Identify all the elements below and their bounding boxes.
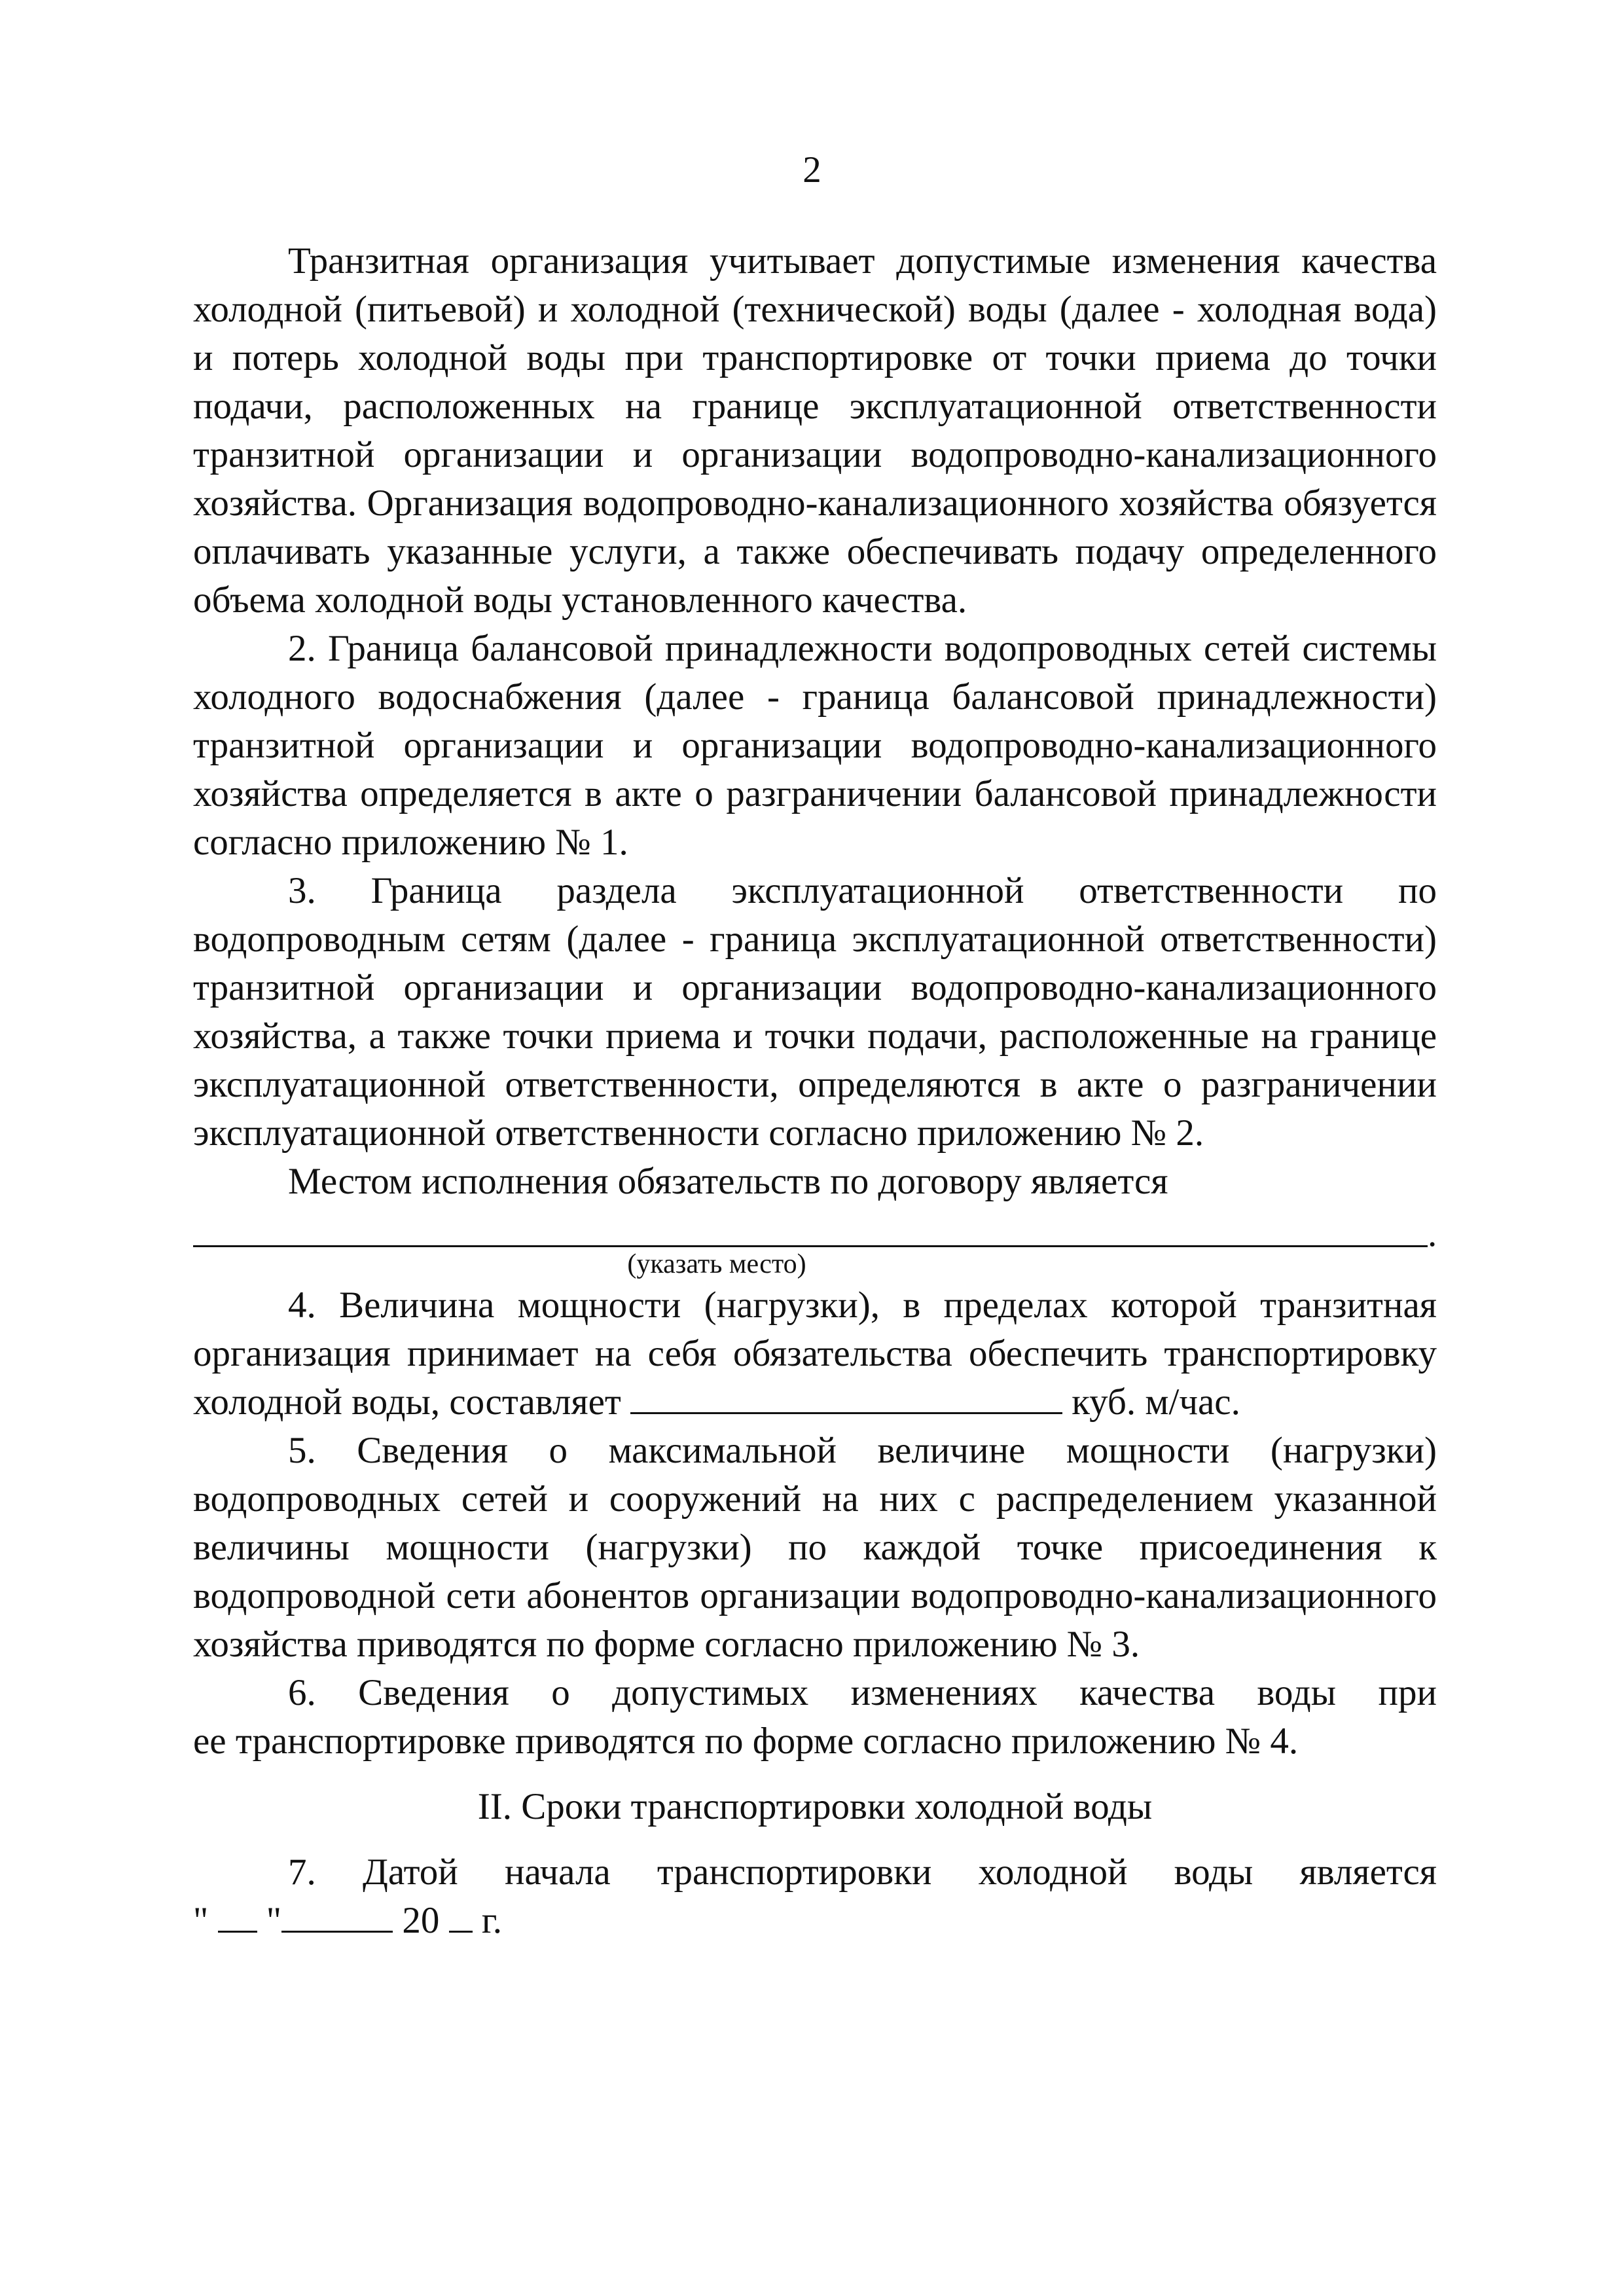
paragraph-3-operational-boundary: 3. Граница раздела эксплуатационной ответственности по водопроводным сетям (далее - граница эксплуатационной ответственности) транзитной организации и организации водопроводно-канализационного хозяйства, а также точки приема и точки подачи, расположенные на границе эксплуатационной ответственности, определяются в акте о разграничении эксплуатационной ответственности согласно приложению № 2. [193,870,1437,1154]
date-close-quote: " [266,1900,282,1941]
paragraph-6-line-1: 6. Сведения о допустимых изменениях качества воды при [288,1672,1437,1713]
paragraph-4-unit: куб. м/час. [1072,1381,1240,1423]
paragraph-transit-organization: Транзитная организация учитывает допустимые изменения качества холодной (питьевой) и холодной (технической) воды (далее - холодная вода) и потерь холодной воды при транспортировке от точки приема до точки подачи, расположенных на границе эксплуатационной ответственности транзитной организации и организации водопроводно-канализационного хозяйства. Организация водопроводно-канализационного хозяйства обязуется оплачивать указанные услуги, а также обеспечивать подачу определенного объема холодной воды установленного качества. [193,240,1437,621]
place-caption: (указать место) [627,1249,806,1279]
paragraph-7-line-1: 7. Датой начала транспортировки холодной воды является [288,1851,1437,1893]
capacity-fill-field[interactable] [630,1378,1062,1414]
paragraph-5-max-capacity: 5. Сведения о максимальной величине мощности (нагрузки) водопроводных сетей и сооружений на них с распределением указанной величины мощности (нагрузки) по каждой точке присоединения к водопроводной сети абонентов организации водопроводно-канализационного хозяйства приводятся по форме согласно приложению № 3. [193,1430,1437,1665]
paragraph-4-text: 4. Величина мощности (нагрузки), в пределах которой транзитная организация принимает на себя обязательства обеспечить транспортировку холодной воды, составляет [193,1285,1437,1423]
date-month-field[interactable] [281,1897,393,1933]
date-open-quote: " [193,1900,209,1941]
page-number: 2 [803,149,821,191]
section-title: II. Сроки транспортировки холодной воды [477,1786,1153,1827]
paragraph-4-capacity [193,1281,1437,1427]
paragraph-7-date-line [193,1897,1437,1945]
document-body [193,237,1437,1945]
date-year-field[interactable] [449,1897,473,1933]
paragraph-place-of-performance: Местом исполнения обязательств по договору является [288,1161,1168,1202]
place-blank-line [193,1213,1437,1254]
place-fill-field[interactable] [193,1219,1428,1247]
place-dot: . [1428,1213,1437,1254]
date-day-field[interactable] [218,1897,257,1933]
paragraph-2-balance-boundary: 2. Граница балансовой принадлежности водопроводных сетей системы холодного водоснабжения (далее - граница балансовой принадлежности) транзитной организации и организации водопроводно-канализационного хозяйства определяется в акте о разграничении балансовой принадлежности согласно приложению № 1. [193,628,1437,863]
date-year-suffix: г. [481,1900,503,1941]
paragraph-6-line-2: ее транспортировке приводятся по форме согласно приложению № 4. [193,1721,1299,1762]
date-year-prefix: 20 [402,1900,440,1941]
